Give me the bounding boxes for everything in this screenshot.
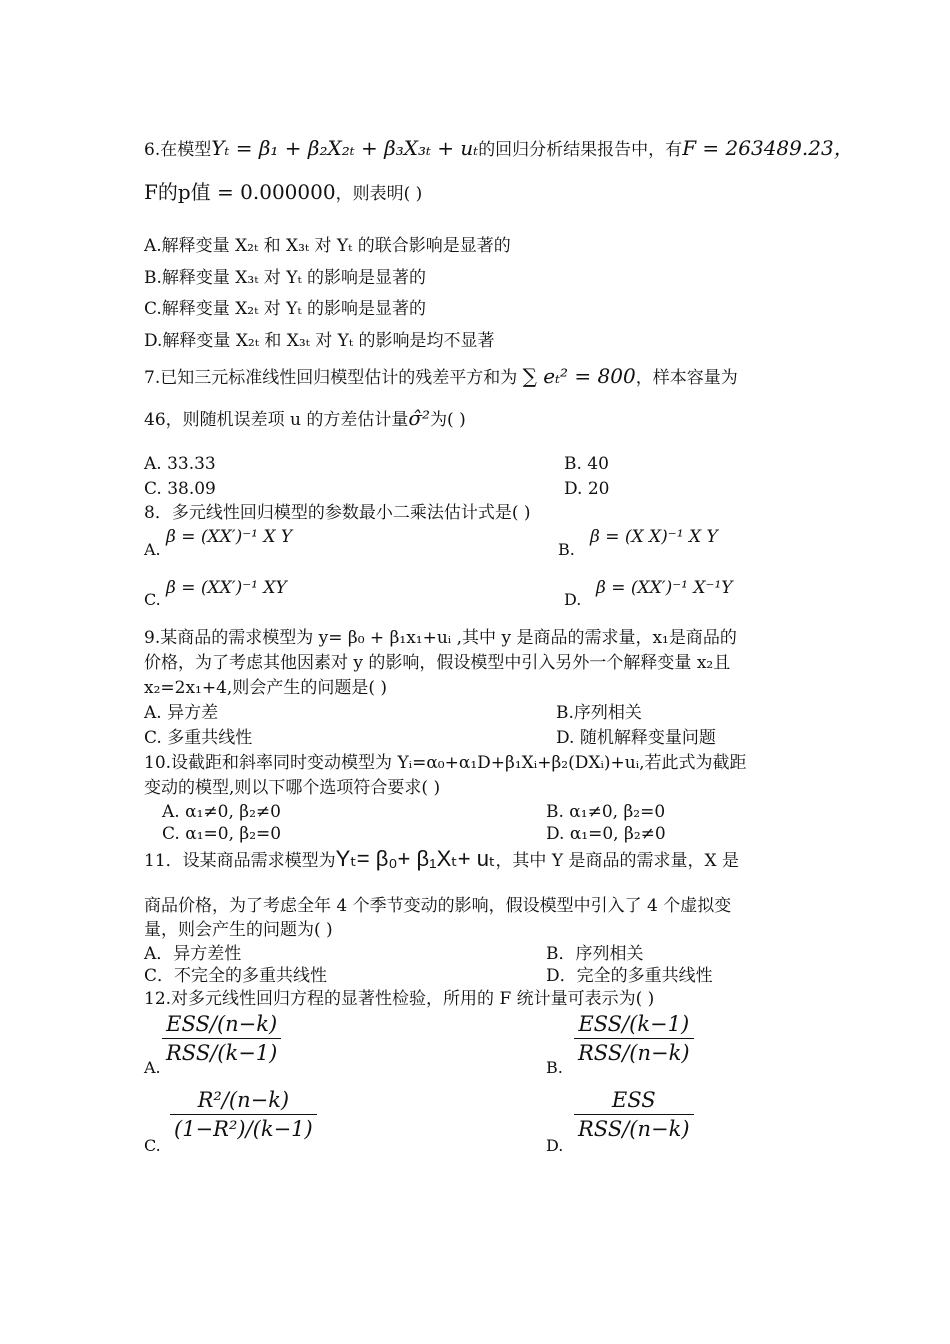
q6-line2-text: ，则表明( ) <box>335 184 423 204</box>
q12-option-c-label: C. <box>144 1136 161 1155</box>
q6-model: Yₜ = β₁ + β₂X₂ₜ + β₃X₃ₜ + uₜ <box>211 136 479 160</box>
q11-option-b: B．序列相关 <box>546 944 644 964</box>
q12-option-b-fraction <box>574 1012 694 1065</box>
q12-option-d-denominator: RSS/(n−k) <box>574 1114 694 1141</box>
q8-option-d-label: D. <box>564 590 582 609</box>
q7-line2-b: 为( ) <box>430 410 466 430</box>
q9-option-c: C. 多重共线性 <box>144 728 253 748</box>
q11-option-c: C．不完全的多重共线性 <box>144 966 328 986</box>
q11-line1 <box>144 846 739 872</box>
q6-option-a: A.解释变量 X₂ₜ 和 X₃ₜ 对 Yₜ 的联合影响是显著的 <box>144 236 511 256</box>
q12-option-d-fraction <box>574 1088 694 1141</box>
q8-option-b-formula: β = (X X)⁻¹ X Y <box>590 527 718 547</box>
q6-option-b: B.解释变量 X₃ₜ 对 Yₜ 的影响是显著的 <box>144 268 427 288</box>
q8-option-d-formula: β = (XX′)⁻¹ X⁻¹Y <box>596 578 733 598</box>
q11-line3: 量，则会产生的问题为( ) <box>144 920 333 940</box>
q10-option-c: C. α₁=0, β₂=0 <box>162 824 282 844</box>
q9-line1: 9.某商品的需求模型为 y= β₀ + β₁x₁+uᵢ ,其中 y 是商品的需求量，x₁是商品的 <box>144 628 737 648</box>
q12-option-b-denominator: RSS/(n−k) <box>574 1038 694 1065</box>
q12-option-a-label: A. <box>144 1058 161 1077</box>
q12-option-d-label: D. <box>546 1136 564 1155</box>
q11-line2: 商品价格，为了考虑全年 4 个季节变动的影响，假设模型中引入了 4 个虚拟变 <box>144 896 732 916</box>
q7-line1-end: ，样本容量为 <box>635 368 738 388</box>
q7-sigma: σ̂² <box>408 406 431 430</box>
q12-option-c-denominator: (1−R²)/(k−1) <box>170 1114 317 1141</box>
q12-option-a-denominator: RSS/(k−1) <box>162 1038 281 1065</box>
q8-option-c-formula: β = (XX′)⁻¹ XY <box>166 578 287 598</box>
q11-option-a: A．异方差性 <box>144 944 242 964</box>
q12-option-b-label: B. <box>546 1058 563 1077</box>
q10-option-a: A. α₁≠0, β₂≠0 <box>162 802 281 822</box>
q6-option-d: D.解释变量 X₂ₜ 和 X₃ₜ 对 Yₜ 的影响是均不显著 <box>144 331 495 351</box>
q12-option-a-fraction <box>162 1012 281 1065</box>
q10-line2: 变动的模型,则以下哪个选项符合要求( ) <box>144 778 441 798</box>
q6-f-value: F = 263489.23， <box>682 136 854 160</box>
q12-option-d-numerator: ESS <box>611 1088 656 1112</box>
q6-line1 <box>144 136 854 160</box>
q9-option-a: A. 异方差 <box>144 703 219 723</box>
q8-option-c-label: C. <box>144 590 161 609</box>
q6-option-c: C.解释变量 X₂ₜ 对 Yₜ 的影响是显著的 <box>144 299 426 319</box>
q8-option-b-label: B. <box>558 540 575 559</box>
q7-line1-text: 7.已知三元标准线性回归模型估计的残差平方和为 <box>144 368 518 388</box>
q6-middle: 的回归分析结果报告中，有 <box>478 140 683 160</box>
q12-option-b-numerator: ESS/(k−1) <box>578 1012 690 1036</box>
q12-title: 12.对多元线性回归方程的显著性检验，所用的 F 统计量可表示为( ) <box>144 989 655 1009</box>
q10-option-b: B. α₁≠0, β₂=0 <box>546 802 666 822</box>
q12-option-c-fraction <box>170 1088 317 1141</box>
q6-prefix: 6.在模型 <box>144 140 212 160</box>
q8-option-a-formula: β = (XX′)⁻¹ X Y <box>166 527 293 547</box>
q6-line2 <box>144 180 422 204</box>
q11-model: Yₜ= β₀+ β₁Xₜ+ uₜ <box>335 846 496 871</box>
q11-prefix: 11．设某商品需求模型为 <box>144 851 336 871</box>
q11-suffix: ，其中 Y 是商品的需求量，X 是 <box>495 851 739 871</box>
q11-option-d: D．完全的多重共线性 <box>546 966 713 986</box>
q7-option-b: B. 40 <box>564 454 609 474</box>
q12-option-c-numerator: R²/(n−k) <box>197 1088 290 1112</box>
q12-option-a-numerator: ESS/(n−k) <box>166 1012 278 1036</box>
q9-option-d: D. 随机解释变量问题 <box>556 728 716 748</box>
q8-option-a-label: A. <box>144 540 161 559</box>
q10-option-d: D. α₁=0, β₂≠0 <box>546 824 666 844</box>
q7-line1 <box>144 364 738 388</box>
q7-option-c: C. 38.09 <box>144 479 216 499</box>
q7-line2-a: 46，则随机误差项 u 的方差估计量 <box>144 410 409 430</box>
q8-title: 8．多元线性回归模型的参数最小二乘法估计式是( ) <box>144 503 531 523</box>
q9-option-b: B.序列相关 <box>556 703 642 723</box>
q7-sum: ∑ eₜ² = 800 <box>522 364 636 388</box>
q7-option-a: A. 33.33 <box>144 454 216 474</box>
q7-line2 <box>144 406 466 430</box>
q7-option-d: D. 20 <box>564 479 610 499</box>
q10-line1: 10.设截距和斜率同时变动模型为 Yᵢ=α₀+α₁D+β₁Xᵢ+β₂(DXᵢ)+uᵢ,若此式为截距 <box>144 753 747 773</box>
q6-p-value: F的p值 = 0.000000 <box>144 180 336 204</box>
q9-line2: 价格，为了考虑其他因素对 y 的影响，假设模型中引入另外一个解释变量 x₂且 <box>144 653 731 673</box>
q9-line3: x₂=2x₁+4,则会产生的问题是( ) <box>144 678 387 698</box>
